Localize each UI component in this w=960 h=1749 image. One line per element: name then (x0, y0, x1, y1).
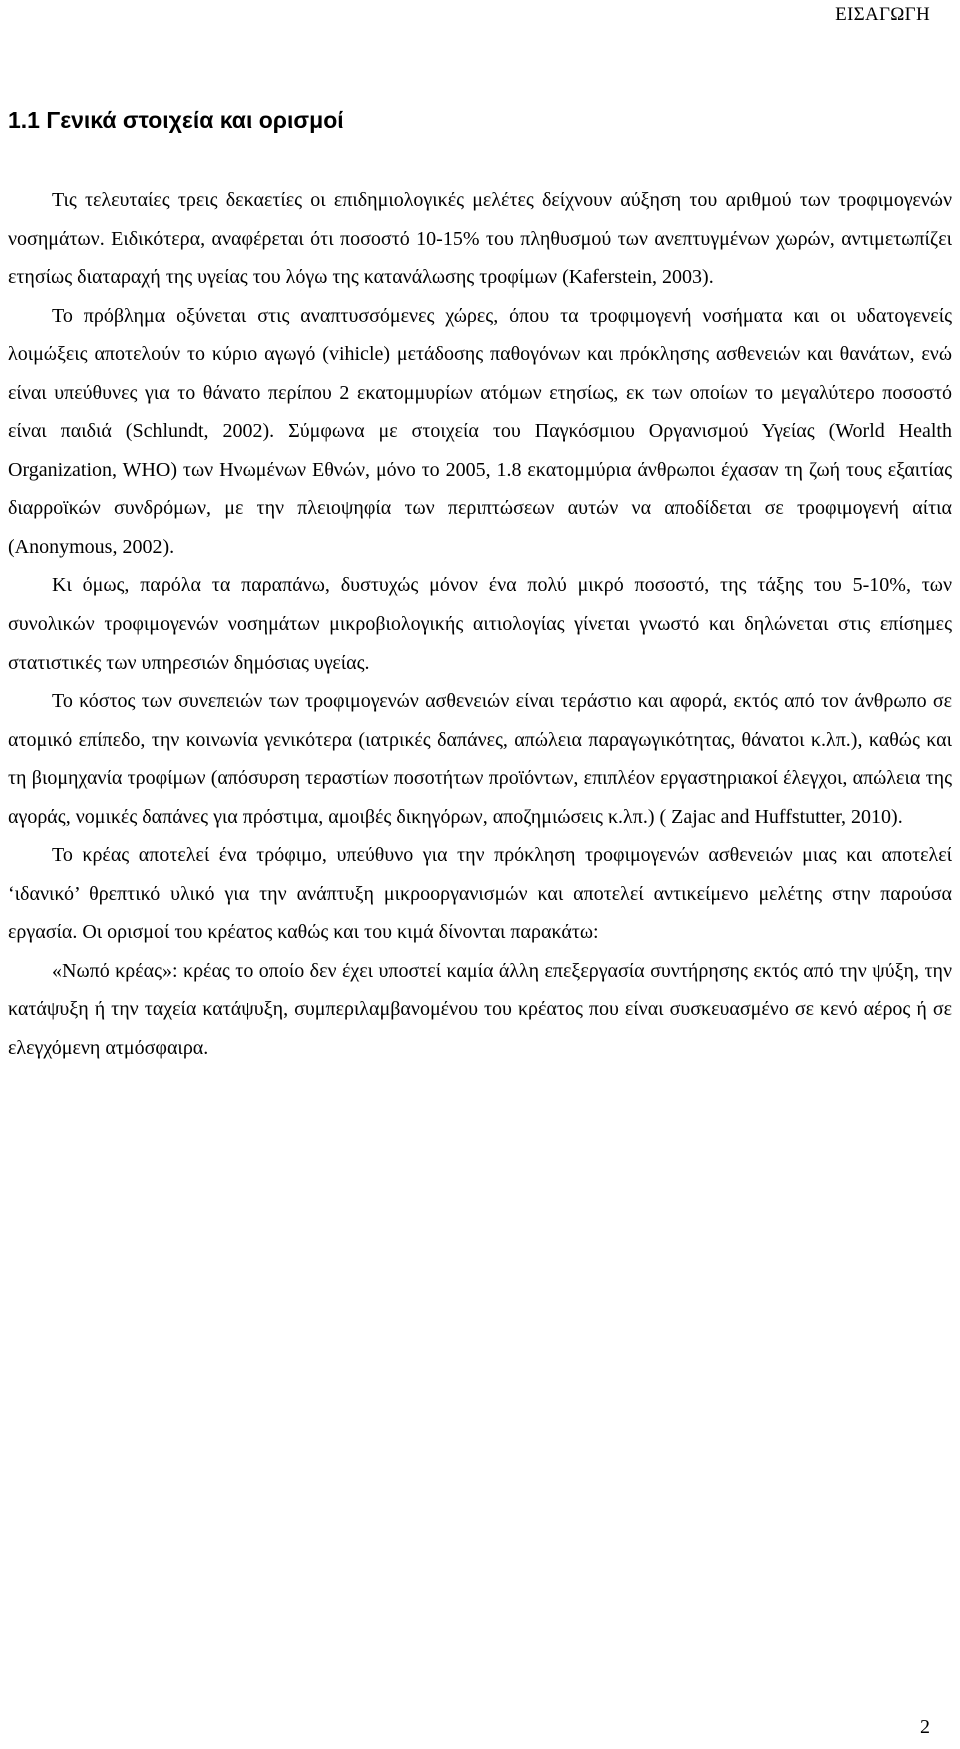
body-text (8, 181, 952, 1068)
page-number: 2 (920, 1716, 930, 1738)
paragraph: Τις τελευταίες τρεις δεκαετίες οι επιδημιολογικές μελέτες δείχνουν αύξηση του αριθμού των τροφιμογενών νοσημάτων. Ειδικότερα, αναφέρεται ότι ποσοστό 10-15% του πληθυσμού των ανεπτυγμένων χωρών, αντιμετωπίζει ετησίως διαταραχή της υγείας του λόγω της κατανάλωσης τροφίμων (Kaferstein, 2003). (8, 189, 952, 289)
paragraph: Το κρέας αποτελεί ένα τρόφιμο, υπεύθυνο για την πρόκληση τροφιμογενών ασθενειών μιας και αποτελεί ‘ιδανικό’ θρεπτικό υλικό για την ανάπτυξη μικροοργανισμών και αποτελεί αντικείμενο μελέτης στην παρούσα εργασία. Οι ορισμοί του κρέατος καθώς και του κιμά δίνονται παρακάτω: (8, 844, 952, 944)
paragraph: Το πρόβλημα οξύνεται στις αναπτυσσόμενες χώρες, όπου τα τροφιμογενή νοσήματα και οι υδατογενείς λοιμώξεις αποτελούν το κύριο αγωγό (vihicle) μετάδοσης παθογόνων και πρόκλησης ασθενειών και θανάτων, ενώ είναι υπεύθυνες για το θάνατο περίπου 2 εκατομμυρίων ατόμων ετησίως, εκ των οποίων το μεγαλύτερο ποσοστό είναι παιδιά (Schlundt, 2002). Σύμφωνα με στοιχεία του Παγκόσμιου Οργανισμού Υγείας (World Health Organization, WHO) των Ηνωμένων Εθνών, μόνο το 2005, 1.8 εκατομμύρια άνθρωποι έχασαν τη ζωή τους εξαιτίας διαρροϊκών συνδρόμων, με την πλειοψηφία των περιπτώσεων αυτών να αποδίδεται σε τροφιμογενή αίτια (Anonymous, 2002). (8, 304, 952, 558)
section-heading: 1.1 Γενικά στοιχεία και ορισμοί (8, 107, 344, 133)
paragraph: Κι όμως, παρόλα τα παραπάνω, δυστυχώς μόνον ένα πολύ μικρό ποσοστό, της τάξης του 5-10%, των συνολικών τροφιμογενών νοσημάτων μικροβιολογικής αιτιολογίας γίνεται γνωστό και δηλώνεται στις επίσημες στατιστικές των υπηρεσιών δημόσιας υγείας. (8, 574, 952, 674)
running-header: ΕΙΣΑΓΩΓΗ (835, 4, 930, 25)
paragraph: «Νωπό κρέας»: κρέας το οποίο δεν έχει υποστεί καμία άλλη επεξεργασία συντήρησης εκτός από την ψύξη, την κατάψυξη ή την ταχεία κατάψυξη, συμπεριλαμβανομένου του κρέατος που είναι συσκευασμένο σε κενό αέρος ή σε ελεγχόμενη ατμόσφαιρα. (8, 959, 952, 1060)
paragraph: Το κόστος των συνεπειών των τροφιμογενών ασθενειών είναι τεράστιο και αφορά, εκτός από τον άνθρωπο σε ατομικό επίπεδο, την κοινωνία γενικότερα (ιατρικές δαπάνες, απώλεια παραγωγικότητας, θάνατοι κ.λπ.), καθώς και τη βιομηχανία τροφίμων (απόσυρση τεραστίων ποσοτήτων προϊόντων, επιπλέον εργαστηριακοί έλεγχοι, απώλεια της αγοράς, νομικές δαπάνες για πρόστιμα, αμοιβές δικηγόρων, αποζημιώσεις κ.λπ.) ( Zajac and Huffstutter, 2010). (8, 690, 952, 828)
